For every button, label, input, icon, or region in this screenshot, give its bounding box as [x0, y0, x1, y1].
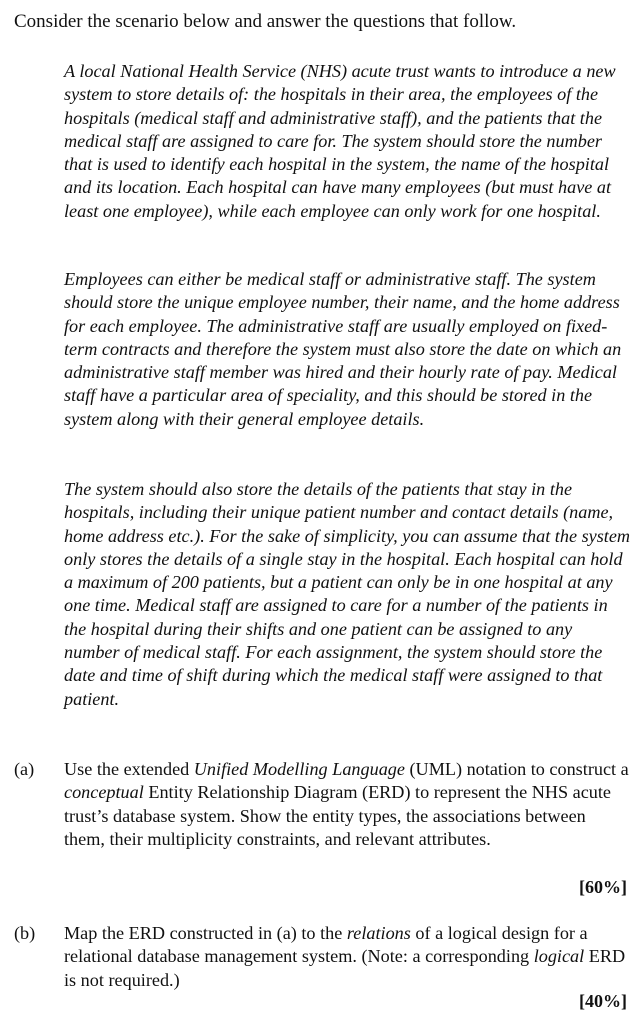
- question-a-marks: [60%]: [579, 877, 627, 897]
- question-a-label: (a): [14, 759, 35, 779]
- question-a-emphasis: conceptual: [64, 782, 144, 803]
- question-a-text-part: Use the extended: [64, 759, 194, 779]
- scenario-paragraph-2-text: Employees can either be medical staff or administrative staff. The system should store the unique employee number, their name, and the home address for each employee. The administrative staff are usually employed on fixed-term contracts and therefore the system must also store the date on which an administrative staff member was hired and their hourly rate of pay. Medical staff have a particular area of speciality, and this should be stored in the system along with their general employee details.: [64, 269, 622, 429]
- intro-instruction: Consider the scenario below and answer the questions that follow.: [14, 11, 517, 32]
- question-b-text-part: ERD is not required.): [64, 946, 626, 990]
- question-a-text-part: Entity Relationship Diagram (ERD) to represent the NHS acute trust’s database system. Show the entity types, the associations between them, their multiplicity constraints, and relevant attributes.: [64, 782, 611, 849]
- question-a-text: [64, 758, 630, 851]
- scenario-paragraph-3-text: The system should also store the details of the patients that stay in the hospitals, including their unique patient number and contact details (name, home address etc.). For the sake of simplicity, you can assume that the system only stores the details of a single stay in the hospital. Each hospital can hold a maximum of 200 patients, but a patient can only be in one hospital at any one time. Medical staff are assigned to care for a number of the patients in the hospital during their shifts and one patient can be assigned to any number of medical staff. For each assignment, the system should store the date and time of shift during which the medical staff were assigned to that patient.: [64, 479, 631, 709]
- scenario-paragraph-2: [64, 268, 632, 431]
- question-b-marks: [40%]: [579, 991, 627, 1011]
- scenario-paragraph-3: [64, 478, 632, 711]
- question-b-text: [64, 922, 630, 992]
- question-b-emphasis: logical: [533, 946, 585, 967]
- scenario-paragraph-1-text: A local National Health Service (NHS) acute trust wants to introduce a new system to store details of: the hospitals in their area, the employees of the hospitals (medical staff and administrative staff), and the patients that the medical staff are assigned to care for. The system should store the number that is used to identify each hospital in the system, the name of the hospital and its location. Each hospital can have many employees (but must have at least one employee), while each employee can only work for one hospital.: [64, 61, 616, 221]
- question-b-emphasis: relations: [346, 923, 411, 943]
- question-a-text-part: (UML) notation to construct a: [404, 759, 629, 779]
- question-b-text-part: of a logical design for a relational database management system. (Note: a corresponding: [64, 923, 588, 967]
- question-b-label: (b): [14, 923, 36, 943]
- question-a-emphasis: Unified Modelling Language: [193, 759, 405, 779]
- question-b-text-part: Map the ERD constructed in (a) to the: [64, 923, 347, 943]
- scenario-paragraph-1: [64, 60, 632, 223]
